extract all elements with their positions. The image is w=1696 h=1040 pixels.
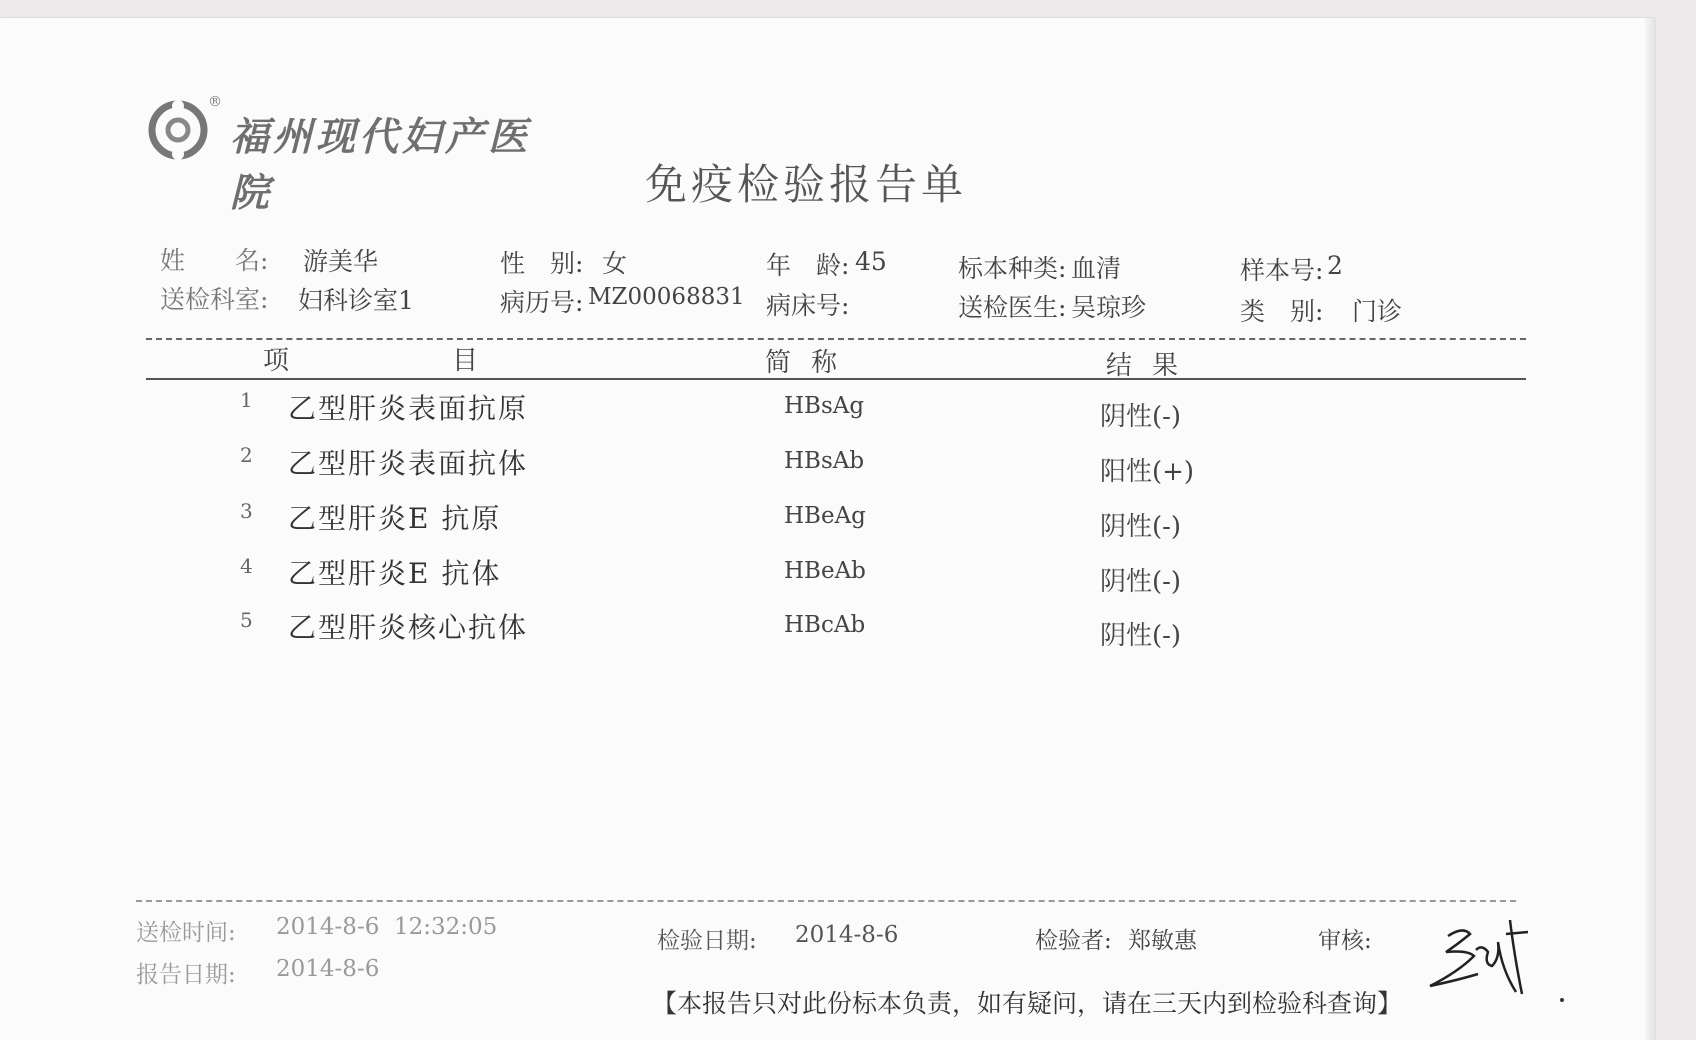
row-result: 阳性(+) bbox=[1100, 457, 1195, 487]
name-label: 姓 名: bbox=[160, 246, 269, 275]
bed-label: 病床号: bbox=[766, 291, 850, 320]
age-label: 年 龄: bbox=[766, 251, 850, 280]
name-value: 游美华 bbox=[303, 247, 379, 276]
row-item-name: 乙型肝炎表面抗原 bbox=[288, 392, 529, 425]
row-abbr: HBsAg bbox=[784, 393, 865, 419]
reviewer-signature bbox=[1418, 914, 1538, 1004]
gender-value: 女 bbox=[602, 249, 628, 278]
header-top-rule bbox=[146, 338, 1526, 340]
row-abbr: HBcAb bbox=[784, 612, 866, 638]
report-title: 免疫检验报告单 bbox=[645, 160, 968, 209]
row-result: 阴性(-) bbox=[1100, 621, 1182, 651]
review-label: 审核: bbox=[1318, 928, 1372, 954]
row-number: 2 bbox=[240, 443, 253, 467]
dept-value: 妇科诊室1 bbox=[298, 286, 414, 315]
hospital-logo bbox=[148, 94, 568, 216]
send-time-value: 2014-8-6 12:32:05 bbox=[276, 914, 498, 940]
hospital-name: 福州现代妇产医院 bbox=[230, 114, 532, 216]
sample-value: 2 bbox=[1327, 251, 1343, 280]
doctor-label: 送检医生: bbox=[958, 293, 1067, 322]
row-abbr: HBeAg bbox=[784, 503, 866, 529]
header-item-label-2: 目 bbox=[452, 346, 499, 376]
doctor-value: 吴琼珍 bbox=[1071, 293, 1147, 322]
test-date-label: 检验日期: bbox=[657, 928, 757, 954]
hospital-emblem-icon bbox=[148, 100, 208, 160]
row-abbr: HBeAb bbox=[784, 558, 866, 584]
footer-rule bbox=[136, 900, 1516, 902]
gender-label: 性 别: bbox=[500, 249, 584, 278]
report-date-value: 2014-8-6 bbox=[276, 956, 380, 982]
ink-dot bbox=[1560, 998, 1564, 1002]
row-number: 1 bbox=[240, 388, 253, 412]
send-time-label: 送检时间: bbox=[136, 920, 236, 946]
dept-label: 送检科室: bbox=[160, 285, 269, 314]
header-bottom-rule bbox=[146, 378, 1526, 380]
category-value: 门诊 bbox=[1352, 297, 1403, 326]
header-abbr-label: 简称 bbox=[765, 348, 858, 378]
row-result: 阴性(-) bbox=[1100, 402, 1182, 432]
tester-value: 郑敏惠 bbox=[1128, 928, 1197, 954]
sample-label: 样本号: bbox=[1240, 256, 1324, 285]
registered-mark: ® bbox=[208, 94, 222, 110]
category-label: 类 别: bbox=[1240, 297, 1324, 326]
report-date-label: 报告日期: bbox=[136, 962, 236, 988]
row-result: 阴性(-) bbox=[1100, 567, 1182, 597]
row-item-name: 乙型肝炎E 抗原 bbox=[288, 502, 502, 535]
report-paper bbox=[0, 18, 1655, 1040]
age-value: 45 bbox=[855, 247, 887, 276]
row-number: 5 bbox=[240, 608, 253, 632]
row-item-name: 乙型肝炎核心抗体 bbox=[288, 611, 529, 644]
row-number: 4 bbox=[240, 554, 253, 578]
disclaimer-note: 【本报告只对此份标本负责，如有疑问，请在三天内到检验科查询】 bbox=[652, 989, 1403, 1018]
header-result-label: 结果 bbox=[1106, 351, 1199, 381]
header-item-label: 项 bbox=[263, 346, 310, 376]
record-label: 病历号: bbox=[500, 288, 584, 317]
row-item-name: 乙型肝炎表面抗体 bbox=[288, 447, 529, 480]
row-abbr: HBsAb bbox=[784, 448, 865, 474]
tester-label: 检验者: bbox=[1035, 928, 1112, 954]
specimen-value: 血清 bbox=[1071, 254, 1122, 283]
specimen-label: 标本种类: bbox=[958, 254, 1067, 283]
record-value: MZ00068831 bbox=[588, 284, 745, 310]
row-number: 3 bbox=[240, 499, 253, 523]
row-result: 阴性(-) bbox=[1100, 512, 1182, 542]
row-item-name: 乙型肝炎E 抗体 bbox=[288, 557, 502, 590]
test-date-value: 2014-8-6 bbox=[795, 922, 899, 948]
